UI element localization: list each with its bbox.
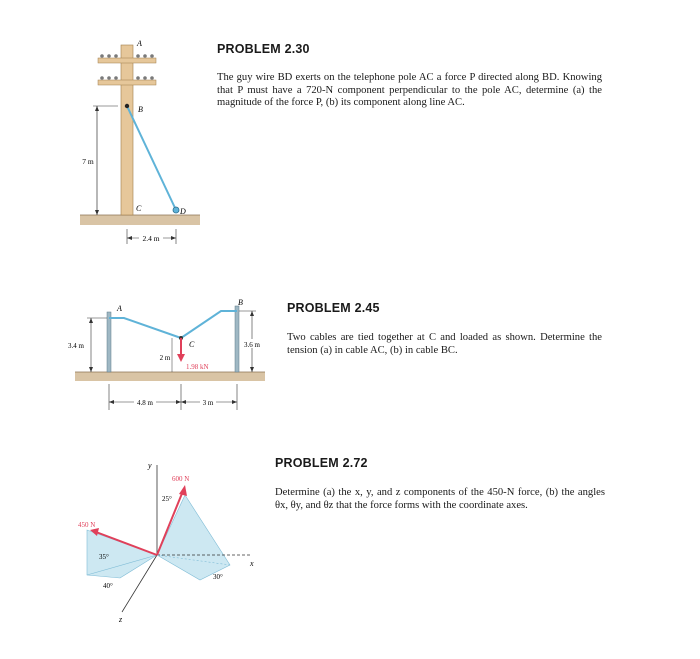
problem-2-72-text: Determine (a) the x, y, and z components of the 450-N force, (b) the angles θx, θy, and θz that the force forms with the coordinate axes. — [275, 487, 605, 511]
problem-2-72-title: PROBLEM 2.72 — [275, 456, 368, 470]
angle-40: 40° — [103, 582, 113, 590]
label-c: C — [189, 340, 195, 349]
dim-3-6m: 3.6 m — [244, 341, 260, 349]
label-b: B — [238, 298, 243, 307]
angle-35: 35° — [99, 553, 109, 561]
label-d: D — [180, 207, 186, 216]
angle-30: 30° — [213, 573, 223, 581]
dim-7m: 7 m — [82, 157, 94, 166]
plane-600n — [157, 495, 230, 580]
axis-x-label: x — [250, 559, 254, 568]
dim-4-8m: 4.8 m — [137, 399, 153, 407]
plane-450n — [87, 530, 157, 578]
dim-2-4m: 2.4 m — [142, 234, 160, 243]
force-600n-label: 600 N — [172, 475, 190, 483]
label-b: B — [138, 105, 143, 114]
force-450n-label: 450 N — [78, 521, 96, 529]
axis-z-label: z — [119, 615, 123, 624]
axis-y-label: y — [148, 461, 152, 470]
angle-25: 25° — [162, 495, 172, 503]
label-a: A — [117, 304, 122, 313]
dim-3-4m: 3.4 m — [68, 342, 84, 350]
label-c: C — [136, 204, 142, 213]
problem-2-45-title: PROBLEM 2.45 — [287, 301, 380, 315]
problem-2-30-text: The guy wire BD exerts on the telephone pole AC a force P directed along BD. Knowing that P must have a 720-N component perpendicular to the pole AC, determine (a) the magnitude of the force P, (b) its component along line AC. — [217, 72, 602, 109]
label-a: A — [137, 39, 142, 48]
problem-2-45-text: Two cables are tied together at C and loaded as shown. Determine the tension (a) in cable AC, (b) in cable BC. — [287, 332, 602, 356]
dim-2m: 2 m — [159, 354, 171, 362]
problem-2-30-title: PROBLEM 2.30 — [217, 42, 310, 56]
load-label: 1.98 kN — [186, 363, 209, 371]
dim-3m: 3 m — [202, 399, 214, 407]
